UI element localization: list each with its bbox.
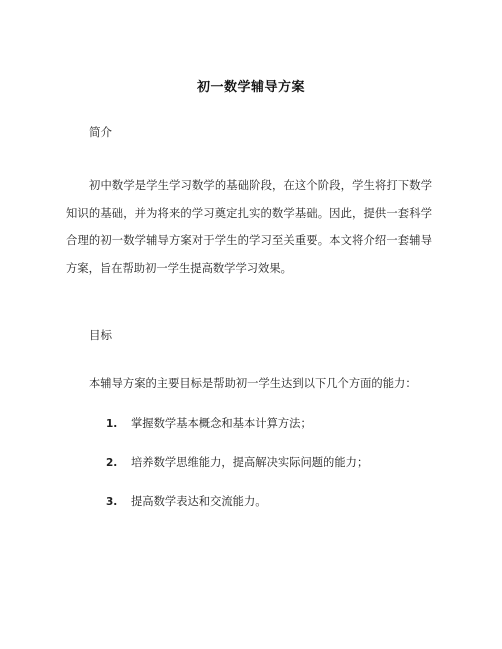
section-heading-goals: 目标 [89,328,112,342]
list-item-text: 掌握数学基本概念和基本计算方法； [131,417,312,430]
list-item-text: 培养数学思维能力，提高解决实际问题的能力； [131,456,369,469]
list-item-number: 2. [106,457,118,469]
goals-paragraph: 本辅导方案的主要目标是帮助初一学生达到以下几个方面的能力： [89,377,417,390]
list-item [0,455,502,471]
list-item-number: 1. [106,418,118,430]
document-title: 初一数学辅导方案 [196,80,305,95]
intro-paragraph: 初中数学是学生学习数学的基础阶段，在这个阶段，学生将打下数学知识的基础，并为将来的学习奠定扎实的数学基础。因此，提供一套科学合理的初一数学辅导方案对于学生的学习至关重要。本文将介绍一套辅导方案，旨在帮助初一学生提高数学学习效果。 [66,179,432,275]
section-heading-intro: 简介 [89,125,112,139]
list-item [0,416,502,432]
list-item-text: 提高数学表达和交流能力。 [131,495,267,508]
list-item [0,494,502,510]
list-item-number: 3. [106,496,118,508]
